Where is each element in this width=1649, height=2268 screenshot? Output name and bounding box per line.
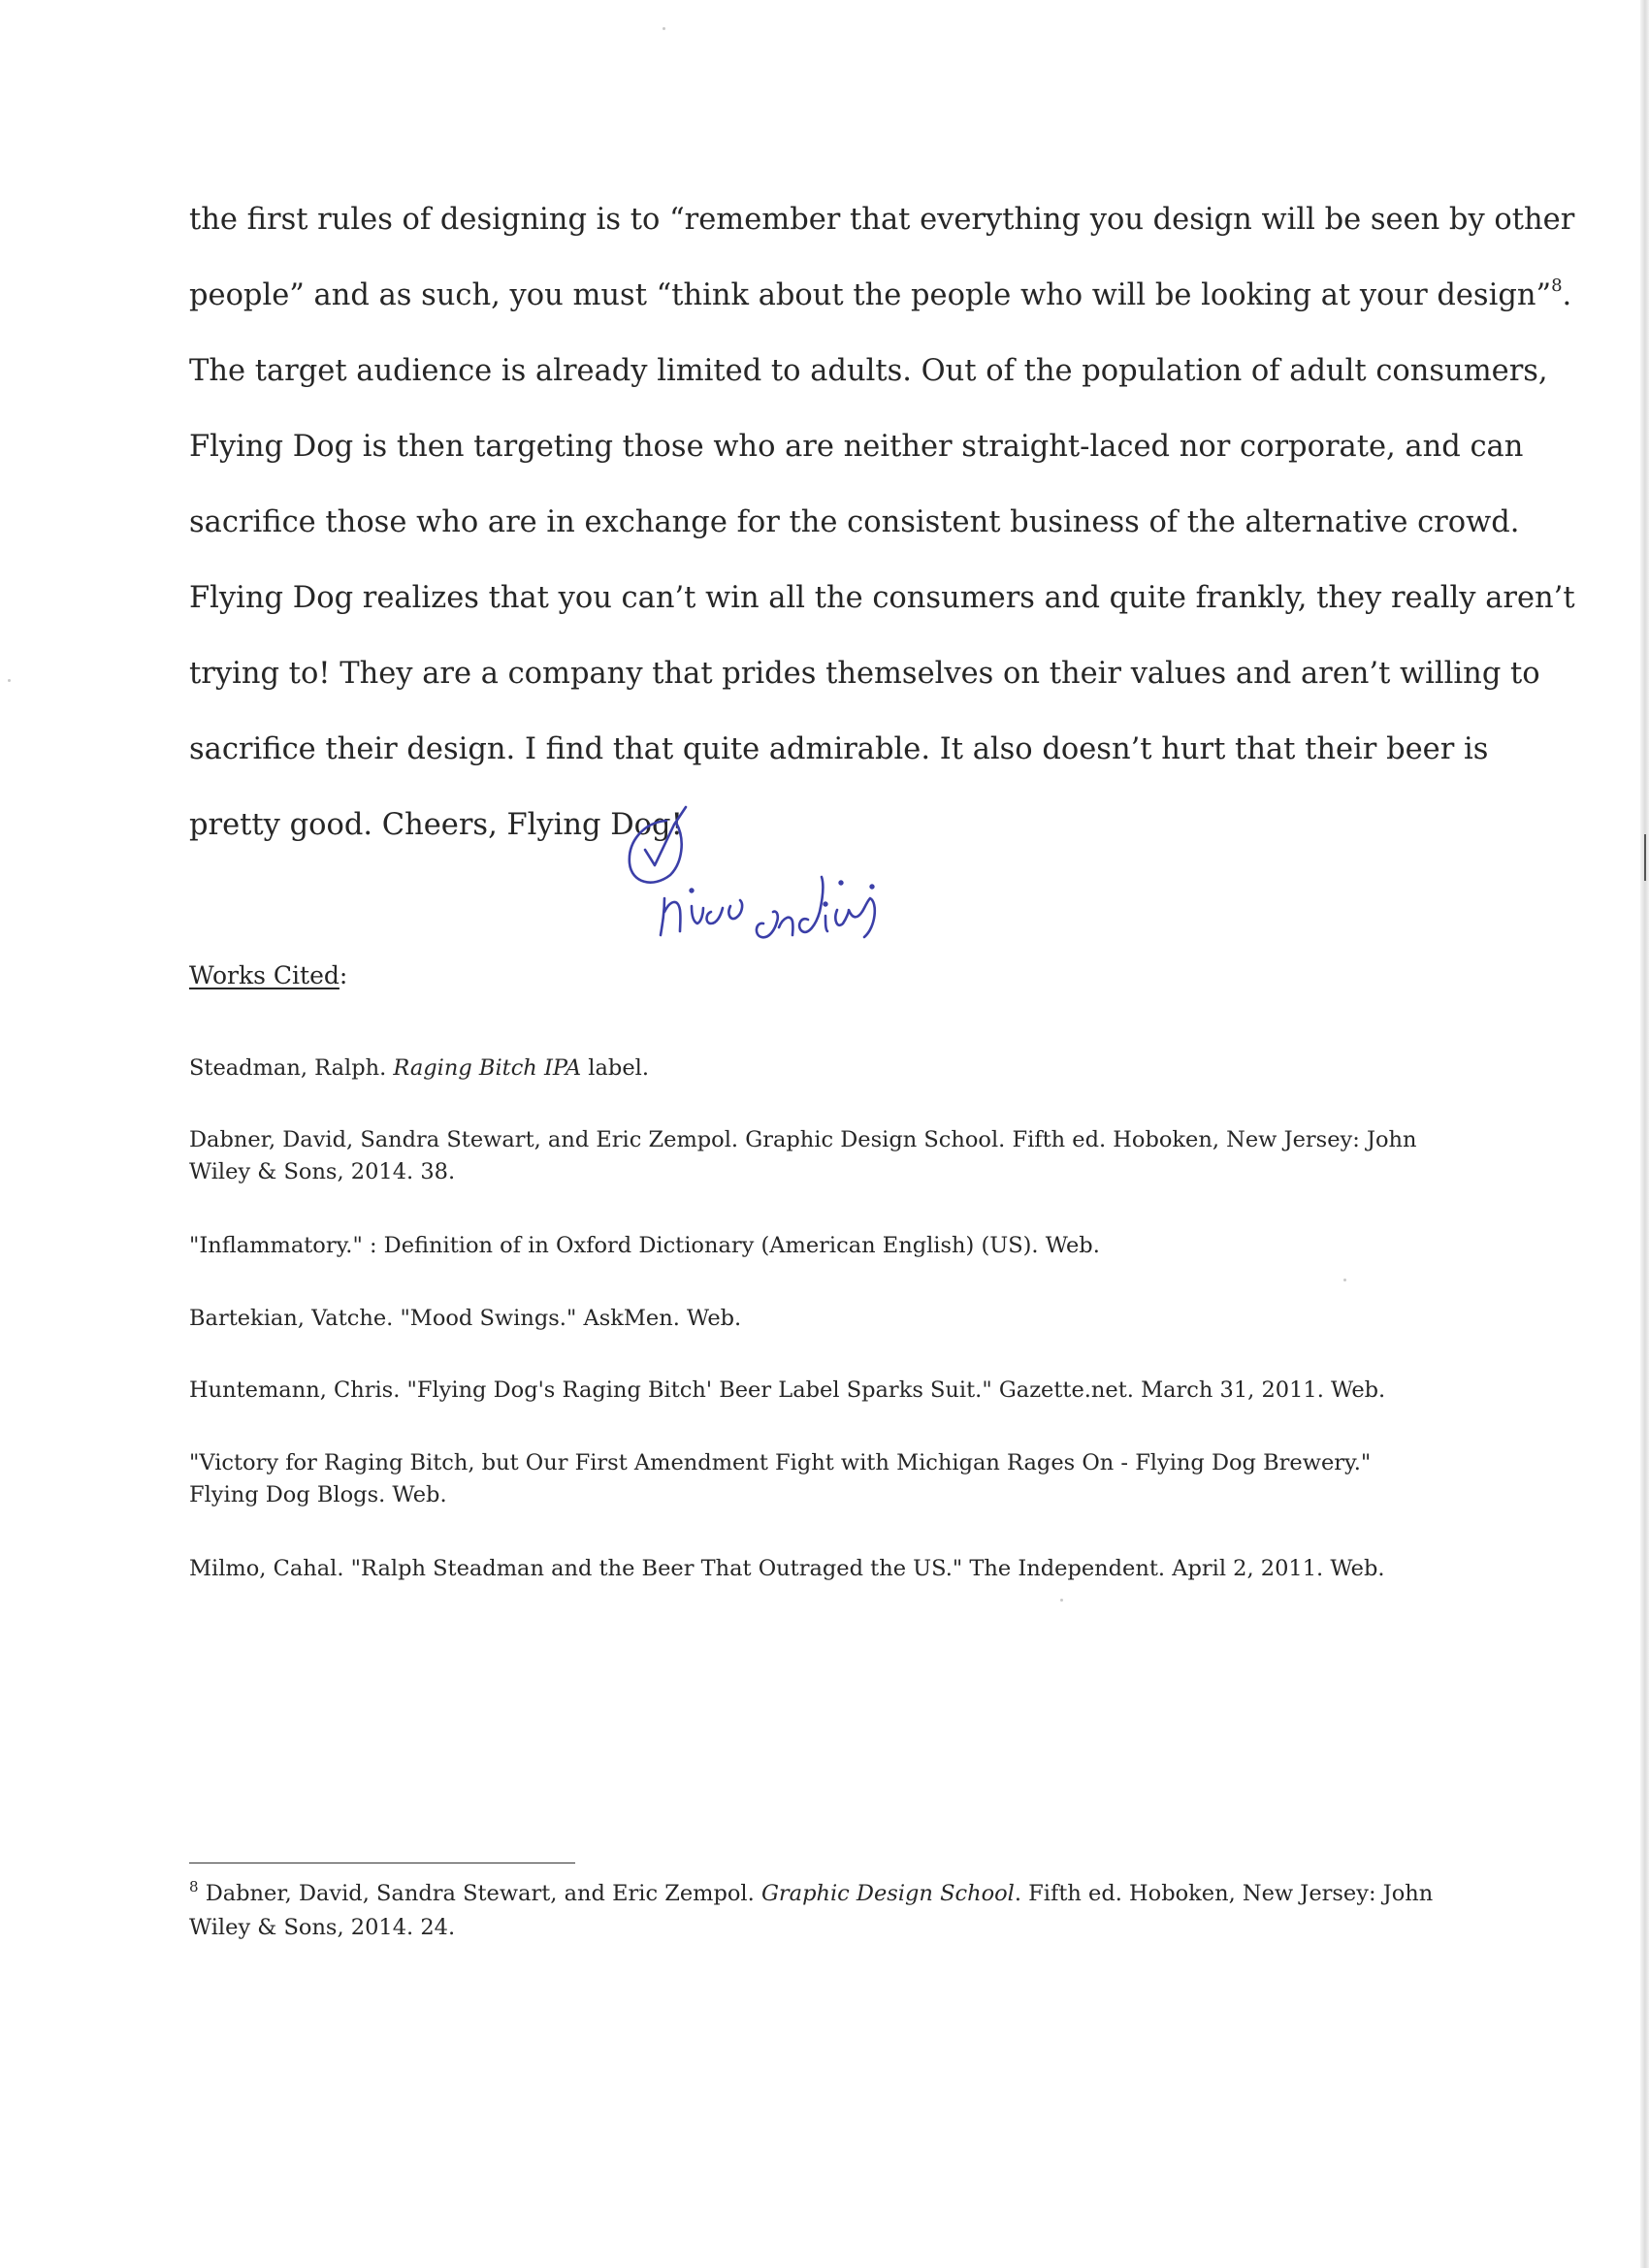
- body-line: [189, 570, 1575, 646]
- handwriting-ending: [757, 877, 875, 937]
- body-line-text: The target audience is already limited to adults. Out of the population of adult consumers,: [189, 354, 1548, 388]
- handwritten-annotation: [616, 794, 907, 958]
- footnote-number: 8: [189, 1878, 199, 1895]
- body-line: [189, 646, 1540, 722]
- entry-text: "Victory for Raging Bitch, but Our First Amendment Fight with Michigan Rages On - Flying Dog Brewery.": [189, 1450, 1372, 1475]
- works-cited-entry: [189, 1124, 1489, 1230]
- entry-text: Steadman, Ralph.: [189, 1055, 394, 1081]
- works-cited-entry: [189, 1053, 1489, 1124]
- body-line-text: Flying Dog realizes that you can’t win all the consumers and quite frankly, they really aren’t: [189, 581, 1575, 615]
- body-line-punctuation: .: [1562, 278, 1572, 312]
- footnote-text-after: . Fifth ed. Hoboken, New Jersey: John: [1014, 1881, 1434, 1906]
- footnote-reference[interactable]: 8: [1551, 275, 1563, 296]
- body-line-text: sacrifice those who are in exchange for the consistent business of the alternative crowd.: [189, 505, 1520, 539]
- scan-speck: [8, 679, 11, 682]
- footnote-italic-title: Graphic Design School: [760, 1881, 1015, 1906]
- entry-text: "Inflammatory." : Definition of in Oxford Dictionary (American English) (US). Web.: [189, 1233, 1100, 1258]
- body-paragraph: [189, 192, 1575, 873]
- body-line-text: trying to! They are a company that prides themselves on their values and aren’t willing to: [189, 657, 1540, 691]
- body-line-text: sacrifice their design. I find that quite admirable. It also doesn’t hurt that their beer is: [189, 732, 1489, 766]
- works-cited-entry: [189, 1230, 1489, 1303]
- body-line: [189, 268, 1572, 343]
- body-line: [189, 722, 1489, 797]
- entry-text: Huntemann, Chris. "Flying Dog's Raging Bitch' Beer Label Sparks Suit." Gazette.net. March 31, 2011. Web.: [189, 1377, 1386, 1403]
- entry-text-after: label.: [581, 1055, 649, 1081]
- page-edge-mark: [1644, 834, 1646, 881]
- footnote: [189, 1878, 1489, 1944]
- works-cited-entry: [189, 1303, 1489, 1375]
- entry-continuation: Flying Dog Blogs. Web.: [189, 1482, 447, 1507]
- entry-text: Dabner, David, Sandra Stewart, and Eric Zempol. Graphic Design School. Fifth ed. Hoboken, New Jersey: John: [189, 1127, 1417, 1152]
- body-line-text: people” and as such, you must “think about the people who will be looking at your design”: [189, 278, 1552, 312]
- handwriting-nice: [661, 898, 742, 935]
- scan-speck: [1060, 1599, 1063, 1602]
- works-cited-title: Works Cited: [189, 961, 340, 989]
- works-cited-heading: [189, 958, 347, 993]
- body-line: [189, 192, 1575, 268]
- body-line-text: the first rules of designing is to “remember that everything you design will be seen by other: [189, 203, 1575, 237]
- entry-italic-title: Raging Bitch IPA: [393, 1055, 582, 1081]
- works-cited-list: [189, 1053, 1489, 1592]
- scan-speck: [663, 27, 665, 30]
- body-line: [189, 419, 1524, 495]
- works-cited-entry: [189, 1447, 1489, 1553]
- entry-continuation: Wiley & Sons, 2014. 38.: [189, 1159, 456, 1184]
- body-line: [189, 343, 1548, 419]
- works-cited-entry: [189, 1375, 1489, 1447]
- entry-text: Bartekian, Vatche. "Mood Swings." AskMen. Web.: [189, 1306, 742, 1331]
- entry-text: Milmo, Cahal. "Ralph Steadman and the Beer That Outraged the US." The Independent. April 2, 2011. Web.: [189, 1556, 1385, 1581]
- page-edge-shadow: [1640, 0, 1649, 2268]
- works-cited-colon: :: [339, 961, 348, 989]
- body-line-text: Flying Dog is then targeting those who are neither straight-laced nor corporate, and can: [189, 430, 1524, 464]
- body-line: [189, 495, 1520, 570]
- works-cited-entry: [189, 1553, 1489, 1592]
- check-circle: [630, 821, 682, 883]
- footnote-text: Dabner, David, Sandra Stewart, and Eric Zempol.: [198, 1881, 761, 1906]
- body-line-text: pretty good. Cheers, Flying Dog!: [189, 808, 683, 842]
- footnote-continuation: Wiley & Sons, 2014. 24.: [189, 1915, 456, 1940]
